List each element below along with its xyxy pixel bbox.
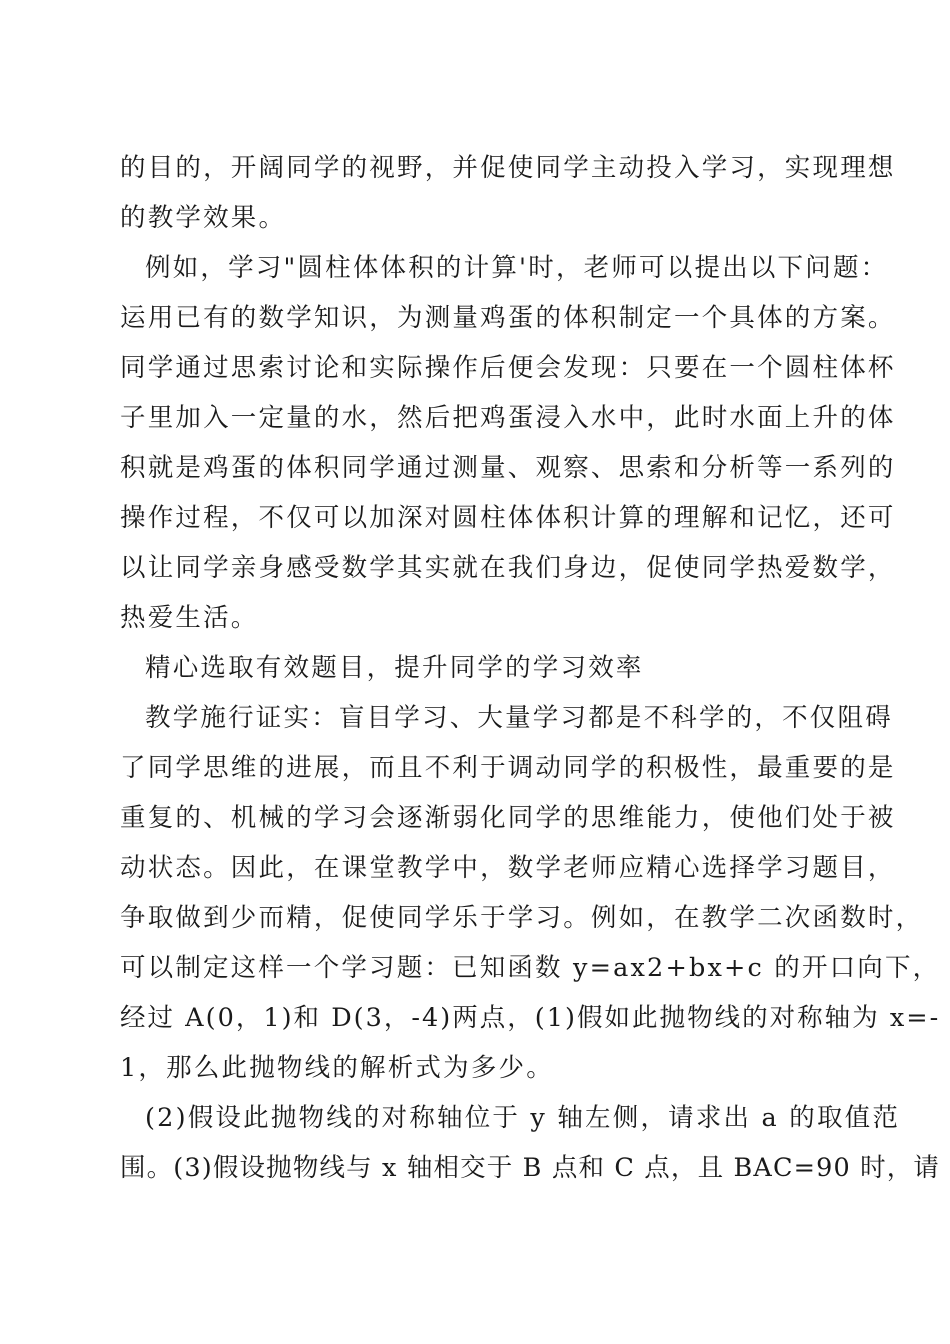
text-line: 1，那么此抛物线的解析式为多少。 xyxy=(120,1053,554,1083)
text-line: 经过 A(0，1)和 D(3，-4)两点，(1)假如此抛物线的对称轴为 x=- xyxy=(120,1003,941,1033)
text-line: 重复的、机械的学习会逐渐弱化同学的思维能力，使他们处于被 xyxy=(120,803,896,833)
text-line: 热爱生活。 xyxy=(120,603,259,633)
text-line: (2)假设此抛物线的对称轴位于 y 轴左侧，请求出 a 的取值范 xyxy=(145,1103,901,1133)
text-line: 例如，学习"圆柱体体积的计算'时，老师可以提出以下问题： xyxy=(145,253,889,283)
text-line: 可以制定这样一个学习题：已知函数 y=ax2+bx+c 的开口向下， xyxy=(120,953,941,983)
text-line: 动状态。因此，在课堂教学中，数学老师应精心选择学习题目， xyxy=(120,853,896,883)
text-line: 以让同学亲身感受数学其实就在我们身边，促使同学热爱数学， xyxy=(120,553,896,583)
text-line: 积就是鸡蛋的体积同学通过测量、观察、思索和分析等一系列的 xyxy=(120,453,896,483)
section-heading: 精心选取有效题目，提升同学的学习效率 xyxy=(145,653,644,683)
text-line: 的目的，开阔同学的视野，并促使同学主动投入学习，实现理想 xyxy=(120,153,896,183)
text-line: 围。(3)假设抛物线与 x 轴相交于 B 点和 C 点，且 BAC=90 时，请 xyxy=(120,1153,941,1183)
text-line: 了同学思维的进展，而且不利于调动同学的积极性，最重要的是 xyxy=(120,753,896,783)
text-line: 子里加入一定量的水，然后把鸡蛋浸入水中，此时水面上升的体 xyxy=(120,403,896,433)
text-line: 运用已有的数学知识，为测量鸡蛋的体积制定一个具体的方案。 xyxy=(120,303,896,333)
text-line: 操作过程，不仅可以加深对圆柱体体积计算的理解和记忆，还可 xyxy=(120,503,896,533)
text-line: 同学通过思索讨论和实际操作后便会发现：只要在一个圆柱体杯 xyxy=(120,353,896,383)
text-line: 的教学效果。 xyxy=(120,203,287,233)
text-line: 争取做到少而精，促使同学乐于学习。例如，在教学二次函数时， xyxy=(120,903,924,933)
text-line: 教学施行证实：盲目学习、大量学习都是不科学的，不仅阻碍 xyxy=(145,703,893,733)
